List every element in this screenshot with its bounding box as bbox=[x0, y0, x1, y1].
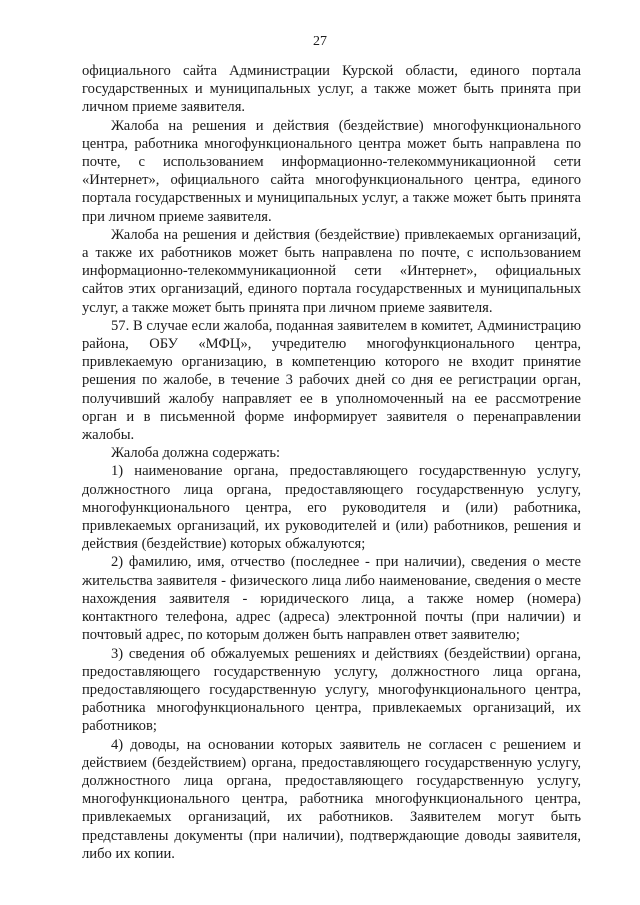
paragraph-organizations-complaint: Жалоба на решения и действия (бездействие) привлекаемых организаций, а также их работников может быть направлена по почте, с использованием информационно-телекоммуникационной сети «Интернет», официальных сайтов этих организаций, единого портала государственных и муниципальных услуг, а также может быть принята при личном приеме заявителя. bbox=[82, 226, 581, 316]
paragraph-continuation: официального сайта Администрации Курской области, единого портала государственных и муниципальных услуг, а также может быть принята при личном приеме заявителя. bbox=[82, 63, 581, 116]
page-body bbox=[82, 62, 581, 863]
page-number: 27 bbox=[313, 34, 327, 49]
paragraph-complaint-contents: Жалоба должна содержать: bbox=[111, 445, 281, 462]
list-item-1: 1) наименование органа, предоставляющего государственную услугу, должностного лица органа, предоставляющего государственную услугу, многофункционального центра, его руководителя и (или) работника, привлекаемых организаций, их руководителей и (или) работников, решения и действия (бездействие) которых обжалуются; bbox=[82, 463, 581, 553]
list-item-2: 2) фамилию, имя, отчество (последнее - при наличии), сведения о месте жительства заявителя - физического лица либо наименование, сведения о месте нахождения заявителя - юридического лица, а также номер (номера) контактного телефона, адрес (адреса) электронной почты (при наличии) и почтовый адрес, по которым должен быть направлен ответ заявителю; bbox=[82, 554, 581, 644]
list-item-4: 4) доводы, на основании которых заявитель не согласен с решением и действием (бездействием) органа, предоставляющего государственную услугу, должностного лица органа, предоставляющего государственную услугу, многофункционального центра, работника многофункционального центра, привлекаемых организаций, их работников. Заявителем могут быть представлены документы (при наличии), подтверждающие доводы заявителя, либо их копии. bbox=[82, 736, 581, 862]
paragraph-57-redirect: 57. В случае если жалоба, поданная заявителем в комитет, Администрацию района, ОБУ «МФЦ», учредителю многофункционального центра, привлекаемую организацию, в компетенцию которого не входит принятие решения по жалобе, в течение 3 рабочих дней со дня ее регистрации орган, получивший жалобу направляет ее в уполномоченный на ее рассмотрение орган и в письменной форме информирует заявителя о перенаправлении жалобы. bbox=[82, 317, 581, 444]
list-item-3: 3) сведения об обжалуемых решениях и действиях (бездействии) органа, предоставляющего государственную услугу, должностного лица органа, предоставляющего государственную услугу, многофункционального центра, работника многофункционального центра, привлекаемых организаций, их работников; bbox=[82, 645, 581, 735]
paragraph-mfc-complaint: Жалоба на решения и действия (бездействие) многофункционального центра, работника многофункционального центра может быть направлена по почте, с использованием информационно-телекоммуникационной сети «Интернет», официального сайта многофункционального центра, единого портала государственных и муниципальных услуг, а также может быть принята при личном приеме заявителя. bbox=[82, 117, 581, 225]
